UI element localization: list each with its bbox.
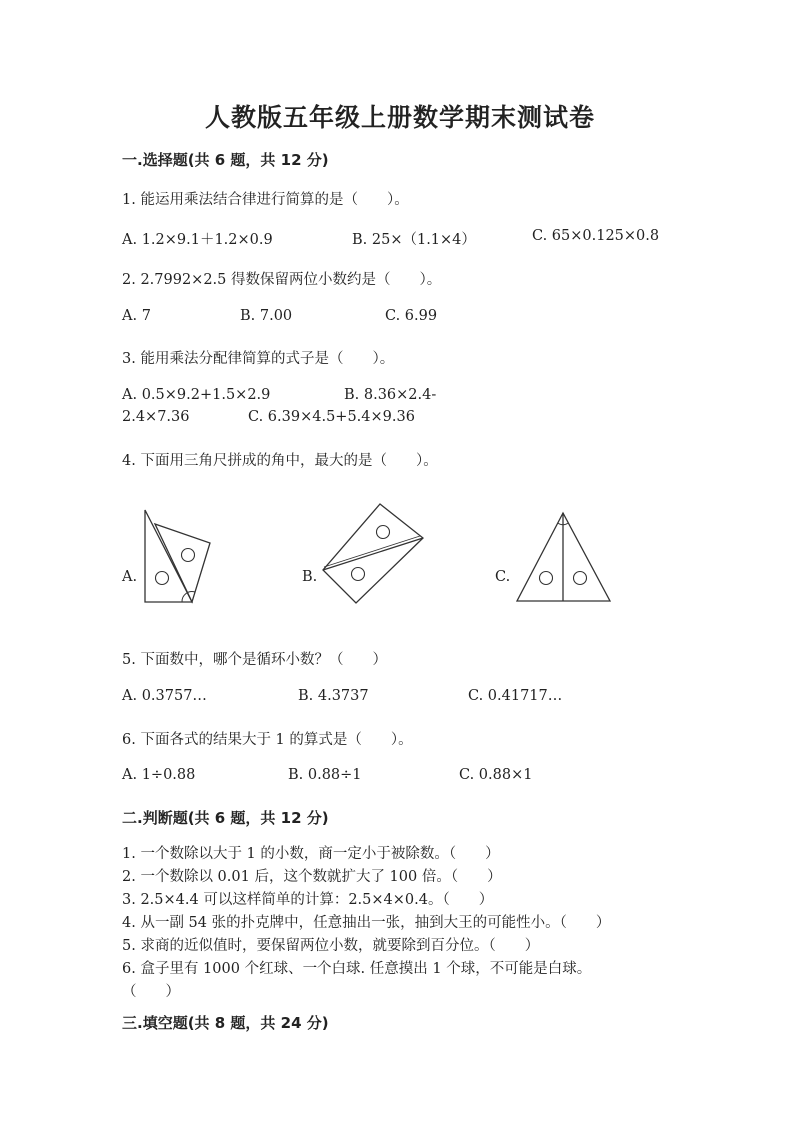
- question-1: 1. 能运用乘法结合律进行简算的是（ ）。: [122, 192, 409, 208]
- judge-item-2[interactable]: 2. 一个数除以 0.01 后，这个数就扩大了 100 倍。（ ）: [122, 869, 502, 885]
- q4-option-a-label[interactable]: A.: [122, 569, 138, 585]
- section-heading-judge: 二.判断题(共 6 题，共 12 分): [122, 809, 329, 827]
- judge-item-1[interactable]: 1. 一个数除以大于 1 的小数，商一定小于被除数。（ ）: [122, 846, 500, 862]
- judge-item-3[interactable]: 3. 2.5×4.4 可以这样简单的计算：2.5×4×0.4。（ ）: [122, 892, 494, 908]
- q5-option-b[interactable]: B. 4.3737: [298, 688, 369, 704]
- q1-option-c[interactable]: C. 65×0.125×0.8: [532, 228, 660, 244]
- q2-option-c[interactable]: C. 6.99: [385, 308, 438, 324]
- page-title: 人教版五年级上册数学期末测试卷: [204, 103, 595, 132]
- q5-option-a[interactable]: A. 0.3757…: [122, 688, 207, 704]
- set-square-figure-c: [514, 510, 614, 604]
- judge-item-6-bracket[interactable]: （ ）: [122, 984, 180, 1000]
- q2-option-a[interactable]: A. 7: [122, 308, 151, 324]
- section-heading-fill: 三.填空题(共 8 题，共 24 分): [122, 1014, 329, 1032]
- question-4: 4. 下面用三角尺拼成的角中，最大的是（ ）。: [122, 453, 438, 469]
- q6-option-c[interactable]: C. 0.88×1: [459, 767, 533, 783]
- question-3: 3. 能用乘法分配律简算的式子是（ ）。: [122, 351, 395, 367]
- q6-option-a[interactable]: A. 1÷0.88: [122, 767, 196, 783]
- q6-option-b[interactable]: B. 0.88÷1: [288, 767, 362, 783]
- q4-option-b-label[interactable]: B.: [302, 569, 318, 585]
- judge-item-6[interactable]: 6. 盒子里有 1000 个红球、一个白球. 任意摸出 1 个球，不可能是白球。: [122, 961, 592, 977]
- q3-option-a[interactable]: A. 0.5×9.2+1.5×2.9: [122, 387, 271, 403]
- q2-option-b[interactable]: B. 7.00: [240, 308, 293, 324]
- judge-item-4[interactable]: 4. 从一副 54 张的扑克牌中，任意抽出一张，抽到大王的可能性小。（ ）: [122, 915, 611, 931]
- question-5: 5. 下面数中，哪个是循环小数？（ ）: [122, 652, 387, 668]
- q1-option-a[interactable]: A. 1.2×9.1＋1.2×0.9: [122, 232, 273, 248]
- q3-option-c[interactable]: C. 6.39×4.5+5.4×9.36: [248, 409, 415, 425]
- question-2: 2. 2.7992×2.5 得数保留两位小数约是（ ）。: [122, 272, 442, 288]
- section-heading-choice: 一.选择题(共 6 题，共 12 分): [122, 151, 329, 169]
- q5-option-c[interactable]: C. 0.41717…: [468, 688, 563, 704]
- q3-option-b[interactable]: B. 8.36×2.4-: [344, 387, 437, 403]
- set-square-figure-a: [140, 505, 216, 605]
- question-6: 6. 下面各式的结果大于 1 的算式是（ ）。: [122, 732, 413, 748]
- judge-item-5[interactable]: 5. 求商的近似值时，要保留两位小数，就要除到百分位。（ ）: [122, 938, 540, 954]
- set-square-figure-b: [318, 500, 426, 608]
- q4-option-c-label[interactable]: C.: [495, 569, 511, 585]
- q1-option-b[interactable]: B. 25×（1.1×4）: [352, 232, 476, 248]
- q3-option-b-cont: 2.4×7.36: [122, 409, 190, 425]
